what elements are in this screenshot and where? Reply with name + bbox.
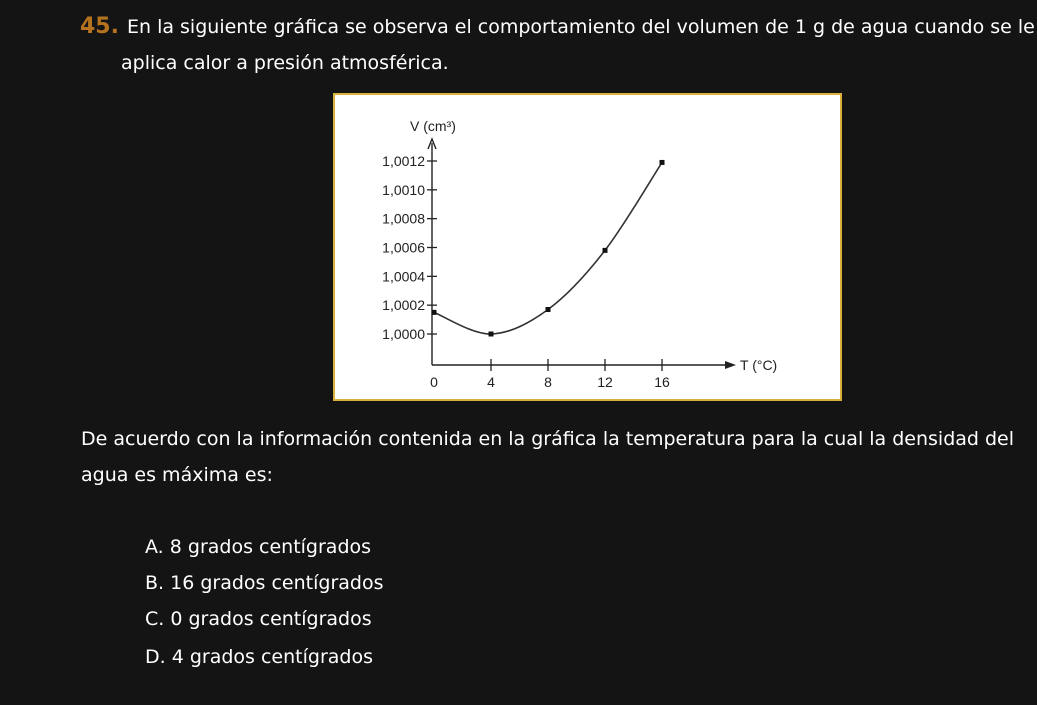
option-a[interactable] [145,533,371,561]
option-b-text: 16 grados centígrados [170,572,384,594]
x-tick-label: 8 [544,374,552,390]
option-b[interactable] [145,569,384,597]
question-stem-line1 [80,12,1035,42]
option-a-text: 8 grados centígrados [169,536,372,558]
x-tick-label: 16 [654,374,670,390]
x-axis-label: T (°C) [740,357,778,373]
option-c[interactable] [145,605,372,633]
data-point [489,332,494,337]
option-d[interactable] [145,643,373,671]
x-axis-arrow [725,361,736,369]
x-tick-label: 4 [487,374,495,390]
option-d-text: 4 grados centígrados [171,646,373,668]
option-c-letter: C. [145,608,165,630]
chart-svg [335,95,840,399]
y-tick-label: 1,0012 [382,153,425,169]
x-tick-label: 12 [597,374,613,390]
y-tick-label: 1,0006 [382,239,425,256]
question-stem-text: En la siguiente gráfica se observa el comportamiento del volumen de 1 g de agua cuando se le [126,16,1035,38]
x-tick-label: 0 [430,374,438,390]
volume-temperature-chart [333,93,842,401]
y-axis-label: V (cm³) [410,118,456,134]
y-tick-label: 1,0010 [382,181,425,198]
data-point [660,160,665,165]
y-tick-label: 1,0002 [382,297,425,314]
question-prompt-line1: De acuerdo con la información contenida en la gráfica la temperatura para la cual la densidad del [81,428,1015,450]
data-point [546,307,551,312]
data-point [432,310,437,315]
option-a-letter: A. [145,536,164,558]
question-prompt-line2: agua es máxima es: [81,464,273,486]
y-tick-label: 1,0000 [382,326,425,342]
y-tick-label: 1,0004 [382,268,425,285]
option-c-text: 0 grados centígrados [170,608,372,630]
question-stem-line2: aplica calor a presión atmosférica. [121,52,449,74]
data-point [603,248,608,253]
question-number: 45. [80,14,119,39]
option-d-letter: D. [145,646,166,668]
y-tick-label: 1,0008 [382,210,425,227]
option-b-letter: B. [145,572,165,594]
